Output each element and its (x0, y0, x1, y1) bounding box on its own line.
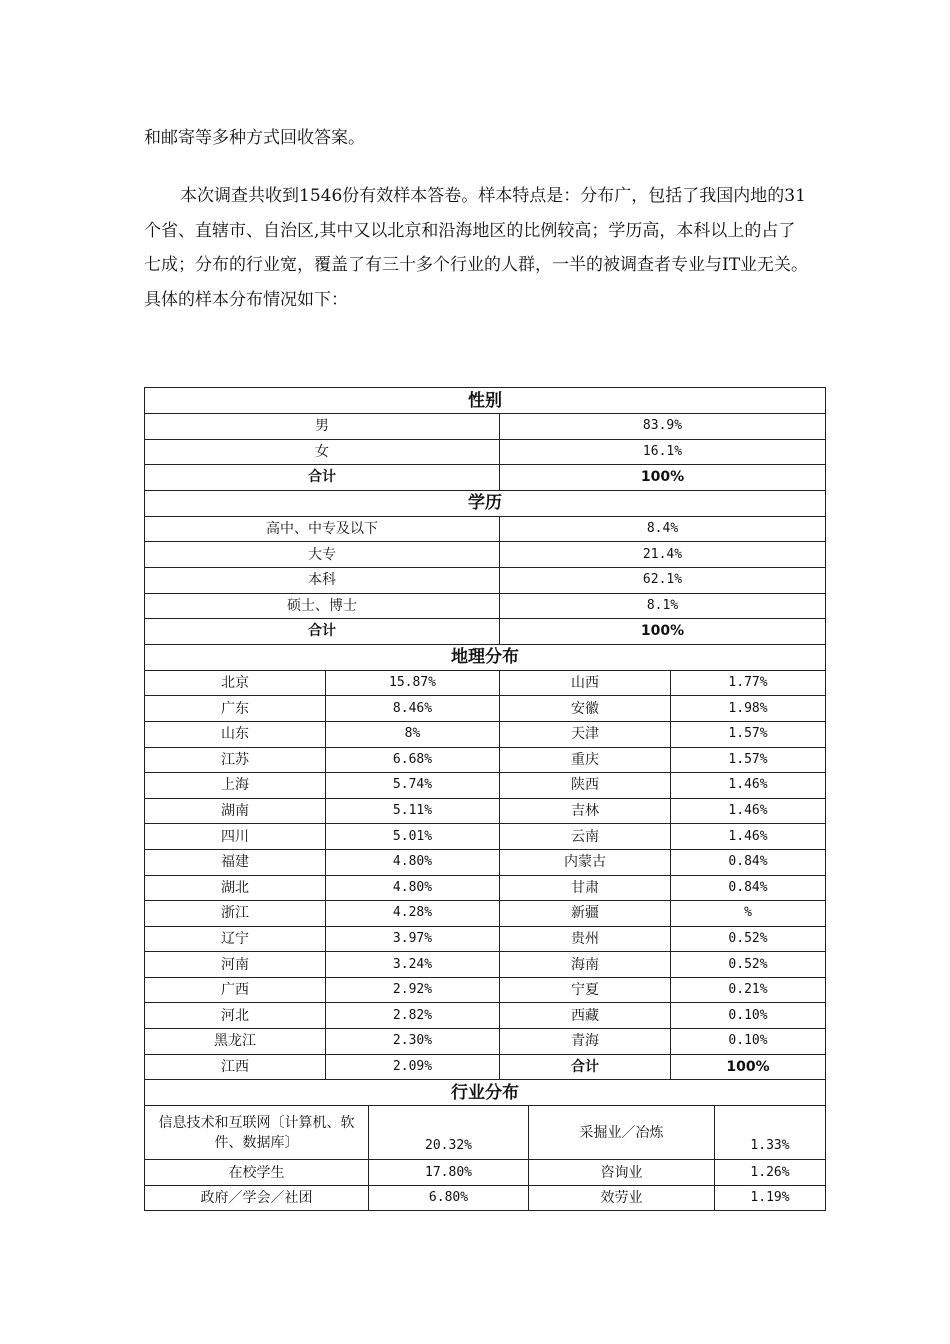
section-title: 地理分布 (145, 644, 826, 670)
region-share: 6.68% (326, 747, 500, 773)
gender-label: 男 (145, 414, 500, 440)
geo-total-value: 100% (671, 1054, 826, 1080)
table-row (145, 1054, 826, 1080)
table-row (145, 1029, 826, 1055)
region-share: 0.21% (671, 977, 826, 1003)
region-share: 1.98% (671, 696, 826, 722)
region-name: 黑龙江 (145, 1029, 326, 1055)
region-share: 0.84% (671, 875, 826, 901)
education-value: 21.4% (500, 542, 826, 568)
table-row (145, 977, 826, 1003)
education-value: 8.4% (500, 516, 826, 542)
industry-share: 20.32% (369, 1106, 529, 1160)
region-name: 广西 (145, 977, 326, 1003)
education-label: 本科 (145, 567, 500, 593)
table-row (145, 1106, 826, 1160)
section-title: 学历 (145, 490, 826, 516)
industry-name: 在校学生 (145, 1160, 369, 1186)
region-name: 湖南 (145, 798, 326, 824)
gender-header-row (145, 388, 826, 414)
table-row (145, 849, 826, 875)
education-label: 硕士、博士 (145, 593, 500, 619)
region-name: 新疆 (500, 901, 671, 927)
region-name: 浙江 (145, 901, 326, 927)
region-name: 北京 (145, 670, 326, 696)
table-row (145, 926, 826, 952)
industry-name: 采掘业／冶炼 (529, 1106, 715, 1160)
region-share: 5.01% (326, 824, 500, 850)
total-value: 100% (500, 465, 826, 491)
education-header-row (145, 490, 826, 516)
table-row (145, 1185, 826, 1211)
sample-distribution-table (144, 387, 826, 1211)
table-row (145, 875, 826, 901)
section-title: 性别 (145, 388, 826, 414)
region-name: 四川 (145, 824, 326, 850)
region-share: 0.10% (671, 1029, 826, 1055)
region-share: 8.46% (326, 696, 500, 722)
region-name: 重庆 (500, 747, 671, 773)
region-share: 0.84% (671, 849, 826, 875)
industry-share: 1.26% (715, 1160, 826, 1186)
table-row (145, 1003, 826, 1029)
region-name: 河南 (145, 952, 326, 978)
section-title: 行业分布 (145, 1080, 826, 1106)
region-name: 安徽 (500, 696, 671, 722)
region-share: 2.30% (326, 1029, 500, 1055)
table-row (145, 414, 826, 440)
industry-share: 1.19% (715, 1185, 826, 1211)
region-name: 上海 (145, 773, 326, 799)
region-name: 海南 (500, 952, 671, 978)
region-share: 4.80% (326, 849, 500, 875)
region-share: 1.46% (671, 773, 826, 799)
industry-share: 17.80% (369, 1160, 529, 1186)
region-share: 15.87% (326, 670, 500, 696)
table-row (145, 747, 826, 773)
region-share: 2.09% (326, 1054, 500, 1080)
table-row (145, 952, 826, 978)
region-name: 河北 (145, 1003, 326, 1029)
region-share: 4.80% (326, 875, 500, 901)
region-name: 贵州 (500, 926, 671, 952)
table-row (145, 1160, 826, 1186)
region-name: 云南 (500, 824, 671, 850)
industry-share: 6.80% (369, 1185, 529, 1211)
region-share: % (671, 901, 826, 927)
table-row (145, 696, 826, 722)
region-share: 0.10% (671, 1003, 826, 1029)
table-row (145, 516, 826, 542)
region-name: 山西 (500, 670, 671, 696)
gender-label: 女 (145, 439, 500, 465)
region-name: 广东 (145, 696, 326, 722)
table-row (145, 567, 826, 593)
total-label: 合计 (145, 465, 500, 491)
education-total-row (145, 619, 826, 645)
gender-value: 16.1% (500, 439, 826, 465)
table-row (145, 542, 826, 568)
industry-name: 信息技术和互联网〔计算机、软件、数据库〕 (145, 1106, 369, 1160)
region-share: 4.28% (326, 901, 500, 927)
region-share: 0.52% (671, 926, 826, 952)
region-name: 辽宁 (145, 926, 326, 952)
paragraph-1: 和邮寄等多种方式回收答案。 (144, 128, 365, 148)
region-name: 青海 (500, 1029, 671, 1055)
region-name: 宁夏 (500, 977, 671, 1003)
region-share: 2.92% (326, 977, 500, 1003)
education-label: 高中、中专及以下 (145, 516, 500, 542)
region-share: 5.11% (326, 798, 500, 824)
region-name: 江苏 (145, 747, 326, 773)
table-row (145, 824, 826, 850)
industry-share: 1.33% (715, 1106, 826, 1160)
gender-value: 83.9% (500, 414, 826, 440)
region-name: 甘肃 (500, 875, 671, 901)
industry-header-row (145, 1080, 826, 1106)
industry-name: 政府／学会／社团 (145, 1185, 369, 1211)
region-name: 湖北 (145, 875, 326, 901)
geo-header-row (145, 644, 826, 670)
table-row (145, 670, 826, 696)
geo-total-label: 合计 (500, 1054, 671, 1080)
gender-total-row (145, 465, 826, 491)
region-share: 0.52% (671, 952, 826, 978)
region-name: 西藏 (500, 1003, 671, 1029)
region-name: 陕西 (500, 773, 671, 799)
table-row (145, 773, 826, 799)
table-row (145, 901, 826, 927)
industry-name: 咨询业 (529, 1160, 715, 1186)
region-share: 3.24% (326, 952, 500, 978)
region-share: 1.77% (671, 670, 826, 696)
region-share: 5.74% (326, 773, 500, 799)
region-name: 福建 (145, 849, 326, 875)
total-value: 100% (500, 619, 826, 645)
region-share: 1.57% (671, 721, 826, 747)
table-row (145, 798, 826, 824)
region-share: 1.46% (671, 824, 826, 850)
region-name: 内蒙古 (500, 849, 671, 875)
paragraph-2: 本次调查共收到1546份有效样本答卷。样本特点是：分布广，包括了我国内地的31个省、直辖市、自治区,其中又以北京和沿海地区的比例较高；学历高，本科以上的占了七成；分布的行业宽，覆盖了有三十多个行业的人群，一半的被调查者专业与IT业无关。具体的样本分布情况如下： (144, 186, 809, 310)
region-share: 1.57% (671, 747, 826, 773)
education-value: 8.1% (500, 593, 826, 619)
region-share: 2.82% (326, 1003, 500, 1029)
region-name: 江西 (145, 1054, 326, 1080)
region-share: 8% (326, 721, 500, 747)
region-share: 3.97% (326, 926, 500, 952)
region-name: 吉林 (500, 798, 671, 824)
industry-name: 效劳业 (529, 1185, 715, 1211)
table-row (145, 439, 826, 465)
education-value: 62.1% (500, 567, 826, 593)
region-name: 山东 (145, 721, 326, 747)
table-row (145, 721, 826, 747)
total-label: 合计 (145, 619, 500, 645)
region-share: 1.46% (671, 798, 826, 824)
education-label: 大专 (145, 542, 500, 568)
region-name: 天津 (500, 721, 671, 747)
table-row (145, 593, 826, 619)
